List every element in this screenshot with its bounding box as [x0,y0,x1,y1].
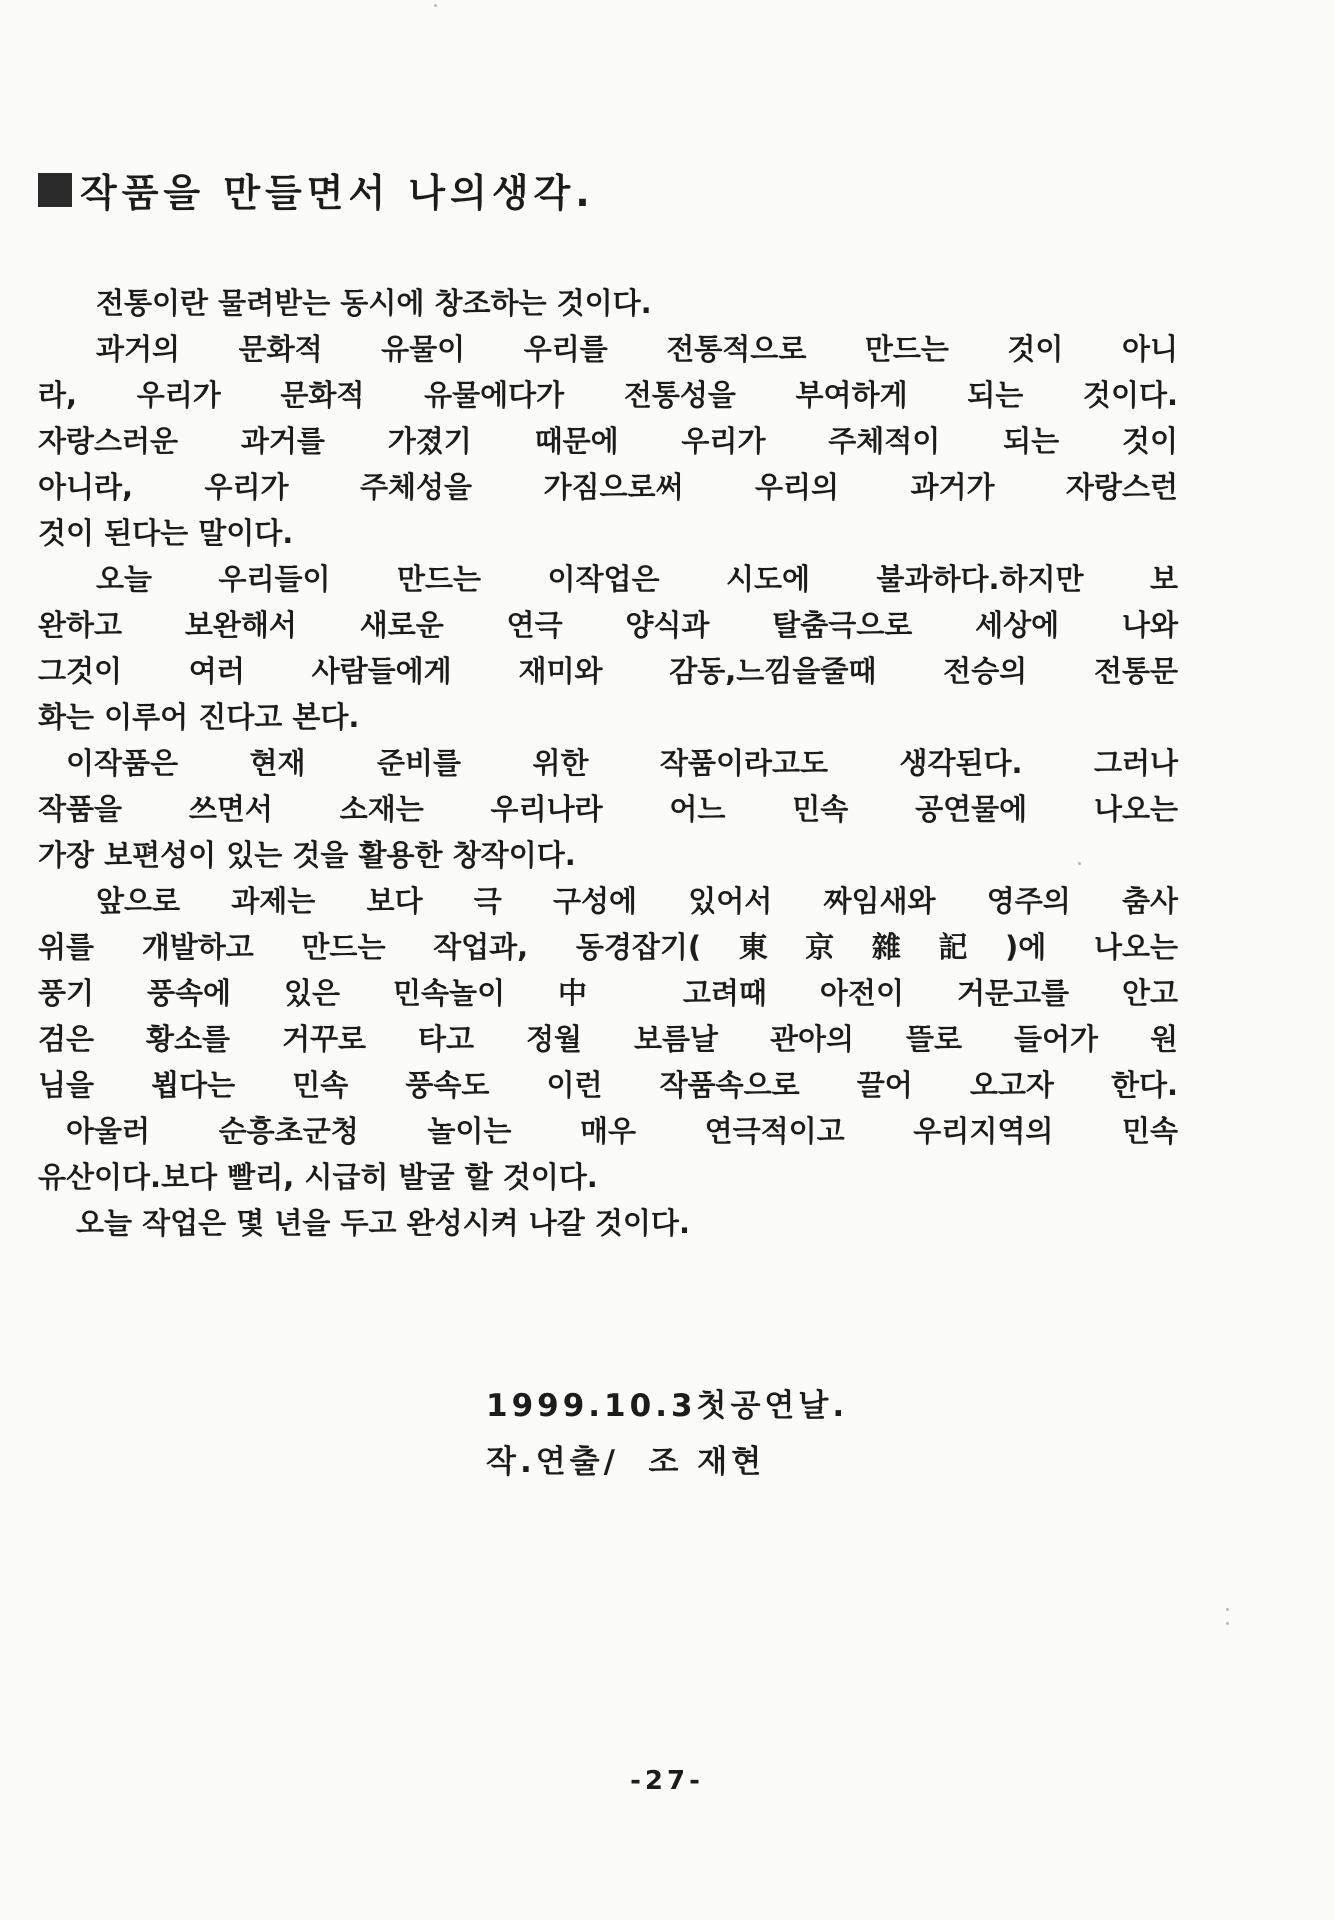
text-line: 가장 보편성이 있는 것을 활용한 창작이다. [38,838,576,872]
page-title [38,162,595,217]
text-line: 것이 된다는 말이다. [38,516,294,550]
body-text [38,280,1178,1246]
text-line: 님을 뵙다는 민속 풍속도 이런 작품속으로 끌어 오고자 한다. [38,1068,1178,1102]
scan-speck [1226,1608,1229,1611]
text-line: 앞으로 과제는 보다 극 구성에 있어서 짜임새와 영주의 춤사 [96,884,1178,918]
text-line: 오늘 우리들이 만드는 이작업은 시도에 불과하다.하지만 보 [96,562,1178,596]
signature-block [486,1378,848,1490]
square-bullet-icon [38,173,72,207]
text-line: 완하고 보완해서 새로운 연극 양식과 탈춤극으로 세상에 나와 [38,608,1178,642]
scan-speck [1226,1622,1229,1625]
text-line: 아니라, 우리가 주체성을 가짐으로써 우리의 과거가 자랑스런 [38,470,1178,504]
text-line: 검은 황소를 거꾸로 타고 정월 보름날 관아의 뜰로 들어가 원 [38,1022,1178,1056]
performance-date: 1999.10.3첫공연날. [486,1388,849,1424]
text-line: 화는 이루어 진다고 본다. [38,700,360,734]
text-line: 자랑스러운 과거를 가졌기 때문에 우리가 주체적이 되는 것이 [38,424,1178,458]
text-line: 오늘 작업은 몇 년을 두고 완성시켜 나갈 것이다. [76,1206,690,1240]
scan-speck [1078,862,1081,865]
text-line: 위를 개발하고 만드는 작업과, 동경잡기(東京雜記)에 나오는 [38,930,1178,964]
text-line: 라, 우리가 문화적 유물에다가 전통성을 부여하게 되는 것이다. [38,378,1178,412]
text-line: 유산이다.보다 빨리, 시급히 발굴 할 것이다. [38,1160,598,1194]
text-line: 과거의 문화적 유물이 우리를 전통적으로 만드는 것이 아니 [96,332,1178,366]
page-title-text: 작품을 만들면서 나의생각. [80,171,595,215]
text-line: 풍기 풍속에 있은 민속놀이 中 고려때 아전이 거문고를 안고 [38,976,1178,1010]
text-line: 그것이 여러 사람들에게 재미와 감동,느낌을줄때 전승의 전통문 [38,654,1178,688]
text-line: 이작품은 현재 준비를 위한 작품이라고도 생각된다. 그러나 [66,746,1178,780]
author-credit: 작.연출/ 조 재현 [486,1444,766,1480]
page-number: -27- [630,1766,704,1796]
text-line: 전통이란 물려받는 동시에 창조하는 것이다. [96,286,652,320]
text-line: 아울러 순흥초군청 놀이는 매우 연극적이고 우리지역의 민속 [66,1114,1178,1148]
text-line: 작품을 쓰면서 소재는 우리나라 어느 민속 공연물에 나오는 [38,792,1178,826]
scan-speck [434,4,437,7]
